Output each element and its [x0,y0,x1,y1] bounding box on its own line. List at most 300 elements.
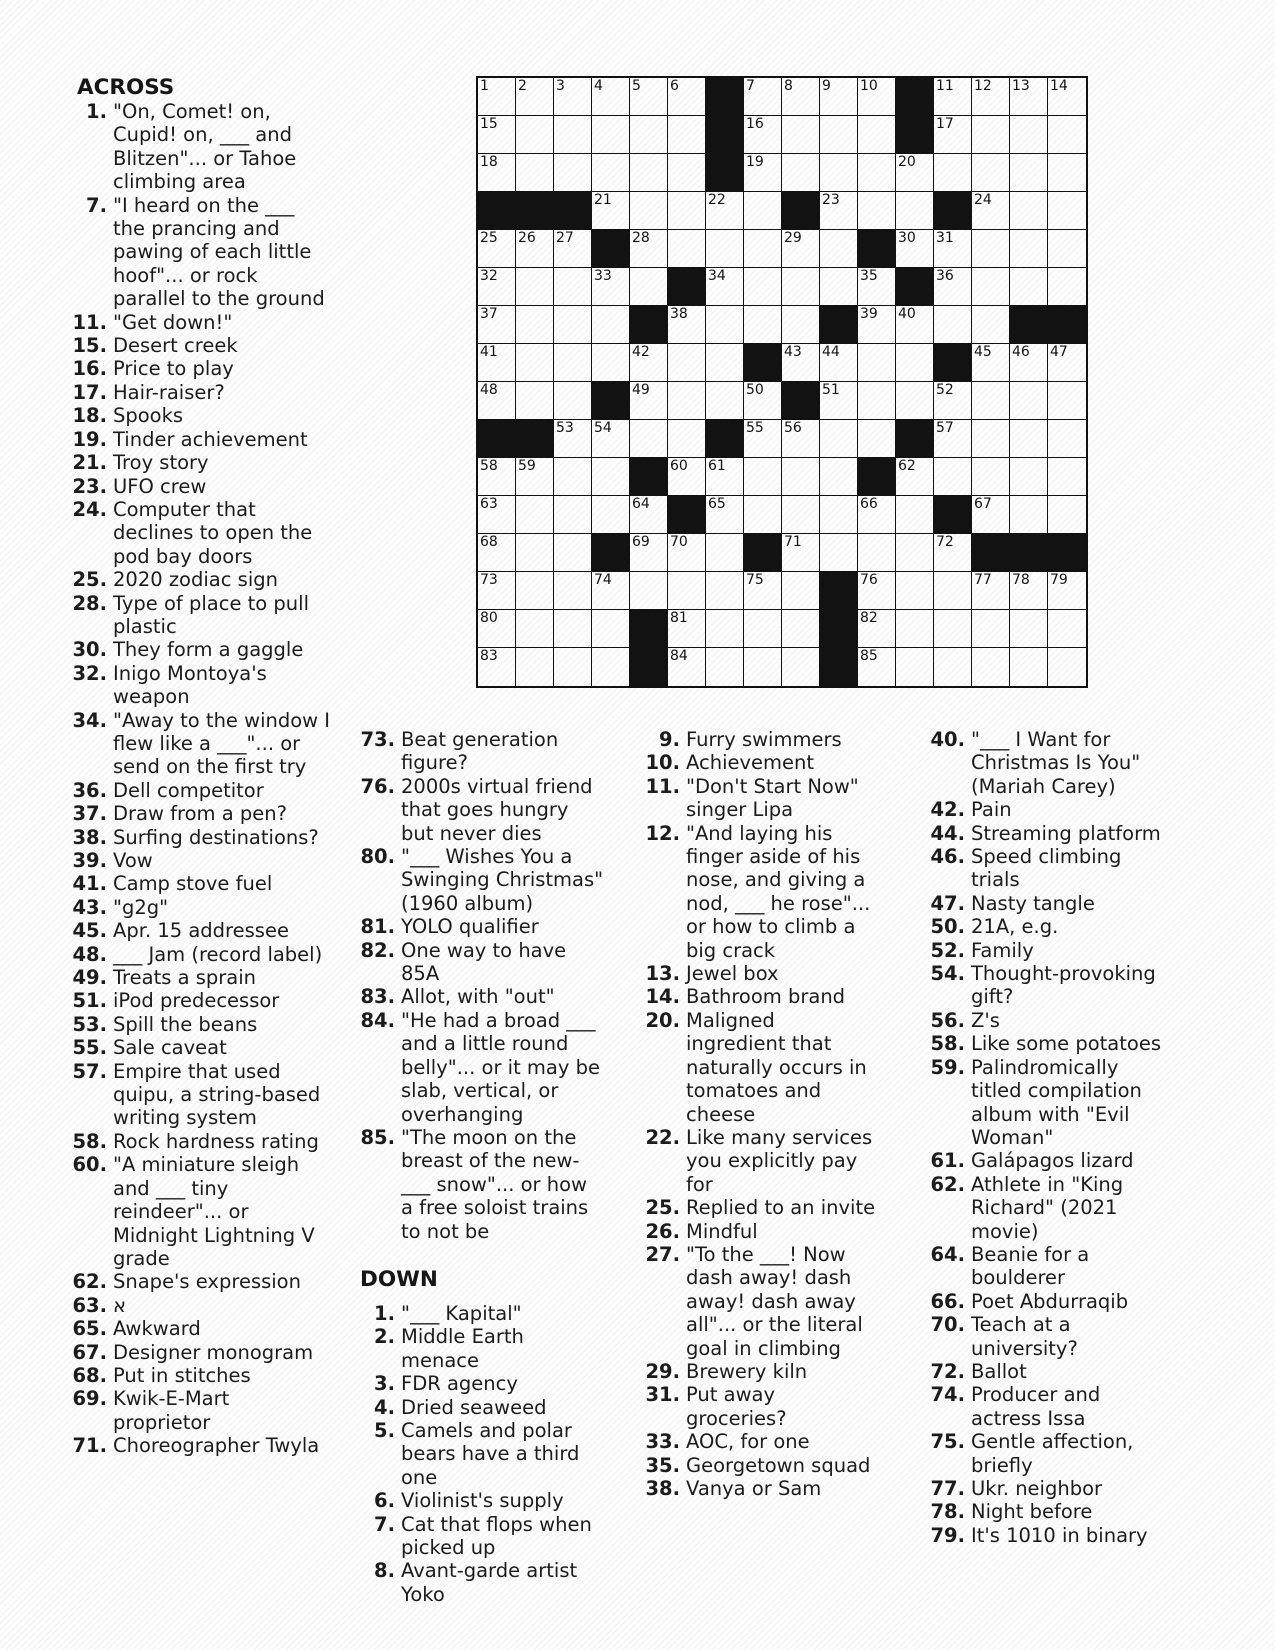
white-square[interactable] [516,534,554,572]
white-square[interactable] [1010,344,1048,382]
white-square[interactable] [858,268,896,306]
white-square[interactable] [858,420,896,458]
white-square[interactable] [972,382,1010,420]
white-square[interactable] [782,344,820,382]
white-square[interactable] [668,306,706,344]
white-square[interactable] [668,344,706,382]
white-square[interactable] [782,116,820,154]
clue-text: Tinder achievement [113,427,308,451]
white-square[interactable] [668,458,706,496]
white-square[interactable] [820,420,858,458]
white-square[interactable] [554,382,592,420]
white-square[interactable] [630,268,668,306]
white-square[interactable] [668,648,706,686]
clue-number: 62. [72,1270,107,1294]
white-square[interactable] [706,306,744,344]
white-square[interactable] [478,154,516,192]
white-square[interactable] [516,116,554,154]
white-square[interactable] [1048,192,1086,230]
white-square[interactable] [516,610,554,648]
white-square[interactable] [820,534,858,572]
white-square[interactable] [896,154,934,192]
white-square[interactable] [782,420,820,458]
white-square[interactable] [744,610,782,648]
clue-text: א [113,1293,127,1317]
white-square[interactable] [516,496,554,534]
white-square[interactable] [554,572,592,610]
white-square[interactable] [744,154,782,192]
white-square[interactable] [516,344,554,382]
white-square[interactable] [858,306,896,344]
clue-text: Surfing destinations? [113,825,319,849]
white-square[interactable] [896,458,934,496]
white-square[interactable] [630,496,668,534]
clue-text: It's 1010 in binary [971,1523,1148,1547]
white-square[interactable] [858,382,896,420]
white-square[interactable] [858,648,896,686]
clue-text: Ukr. neighbor [971,1477,1103,1500]
white-square[interactable] [592,116,630,154]
white-square[interactable] [744,572,782,610]
clue-text: Maligned ingredient that naturally occurs in tomatoes and cheese [686,1008,867,1126]
white-square[interactable] [782,572,820,610]
white-square[interactable] [592,78,630,116]
white-square[interactable] [972,572,1010,610]
clue-number: 31. [645,1383,680,1407]
white-square[interactable] [554,230,592,268]
white-square[interactable] [630,344,668,382]
cell-number: 58 [480,458,498,474]
cell-number: 68 [480,534,498,550]
white-square[interactable] [554,420,592,458]
white-square[interactable] [478,534,516,572]
white-square[interactable] [478,116,516,154]
clue-item [638,822,878,962]
clue-item [65,475,332,498]
white-square[interactable] [972,268,1010,306]
white-square[interactable] [706,192,744,230]
white-square[interactable] [706,534,744,572]
white-square[interactable] [1010,610,1048,648]
white-square[interactable] [592,458,630,496]
white-square[interactable] [554,648,592,686]
clue-text: Violinist's supply [401,1489,564,1513]
white-square[interactable] [668,116,706,154]
white-square[interactable] [972,116,1010,154]
clue-item [638,775,878,822]
white-square[interactable] [554,154,592,192]
white-square[interactable] [972,496,1010,534]
white-square[interactable] [782,534,820,572]
clue-number: 11. [72,310,107,334]
white-square[interactable] [668,78,706,116]
clue-number: 69. [72,1387,107,1411]
clue-item [65,966,332,989]
white-square[interactable] [820,192,858,230]
white-square[interactable] [1048,458,1086,496]
white-square[interactable] [820,78,858,116]
clue-number: 22. [645,1125,680,1149]
white-square[interactable] [972,420,1010,458]
white-square[interactable] [972,192,1010,230]
clue-text: Avant-garde artist Yoko [401,1559,578,1606]
white-square[interactable] [820,154,858,192]
white-square[interactable] [1010,572,1048,610]
clue-text: AOC, for one [686,1430,810,1454]
white-square[interactable] [592,268,630,306]
white-square[interactable] [592,306,630,344]
white-square[interactable] [630,534,668,572]
cell-number: 20 [898,154,916,170]
white-square[interactable] [516,648,554,686]
black-square [744,344,782,382]
clue-text: They form a gaggle [113,638,304,662]
white-square[interactable] [516,382,554,420]
white-square[interactable] [1048,496,1086,534]
white-square[interactable] [782,306,820,344]
white-square[interactable] [744,496,782,534]
white-square[interactable] [516,78,554,116]
white-square[interactable] [972,154,1010,192]
white-square[interactable] [1048,154,1086,192]
white-square[interactable] [1048,78,1086,116]
clue-number: 37. [72,802,107,826]
clue-item [65,1434,332,1457]
white-square[interactable] [1048,344,1086,382]
white-square[interactable] [592,572,630,610]
white-square[interactable] [820,230,858,268]
white-square[interactable] [1010,268,1048,306]
white-square[interactable] [592,496,630,534]
black-square [592,382,630,420]
white-square[interactable] [630,230,668,268]
white-square[interactable] [1010,420,1048,458]
clue-item [65,849,332,872]
cell-number: 18 [480,154,498,170]
white-square[interactable] [972,648,1010,686]
white-square[interactable] [592,610,630,648]
white-square[interactable] [668,382,706,420]
white-square[interactable] [592,344,630,382]
clue-item [638,1430,878,1453]
white-square[interactable] [934,154,972,192]
white-square[interactable] [934,306,972,344]
clue-text: "The moon on the breast of the new-___ snow"... or how a free soloist trains to not be [401,1125,589,1243]
black-square [858,458,896,496]
cell-number: 82 [860,610,878,626]
white-square[interactable] [706,610,744,648]
cell-number: 76 [860,572,878,588]
white-square[interactable] [630,116,668,154]
white-square[interactable] [782,458,820,496]
white-square[interactable] [820,344,858,382]
white-square[interactable] [782,154,820,192]
white-square[interactable] [820,268,858,306]
white-square[interactable] [934,610,972,648]
clue-item [353,845,605,915]
white-square[interactable] [972,344,1010,382]
white-square[interactable] [630,382,668,420]
clue-item [353,1489,605,1512]
white-square[interactable] [478,306,516,344]
cell-number: 48 [480,382,498,398]
cell-number: 17 [936,116,954,132]
white-square[interactable] [554,344,592,382]
white-square[interactable] [972,610,1010,648]
white-square[interactable] [896,344,934,382]
white-square[interactable] [478,572,516,610]
white-square[interactable] [478,648,516,686]
white-square[interactable] [706,458,744,496]
white-square[interactable] [782,268,820,306]
white-square[interactable] [1048,420,1086,458]
clue-text: FDR agency [401,1372,518,1396]
white-square[interactable] [972,458,1010,496]
white-square[interactable] [858,154,896,192]
clue-text: Snape's expression [113,1270,301,1294]
across-clue-list-1 [65,100,332,1458]
white-square[interactable] [554,496,592,534]
white-square[interactable] [706,382,744,420]
clue-number: 57. [72,1059,107,1083]
white-square[interactable] [668,420,706,458]
clue-number: 63. [72,1293,107,1317]
white-square[interactable] [896,230,934,268]
white-square[interactable] [858,116,896,154]
white-square[interactable] [1010,382,1048,420]
white-square[interactable] [820,458,858,496]
white-square[interactable] [782,496,820,534]
clue-text: "He had a broad ___ and a little round belly"... or it may be slab, vertical, or overhanging [401,1008,600,1126]
white-square[interactable] [668,230,706,268]
white-square[interactable] [1048,648,1086,686]
clue-number: 12. [645,821,680,845]
down-clue-list-3 [923,728,1165,1547]
black-square [934,344,972,382]
clue-text: Like some potatoes [971,1032,1161,1056]
black-square [554,192,592,230]
clue-number: 70. [930,1313,965,1337]
white-square[interactable] [478,496,516,534]
white-square[interactable] [934,534,972,572]
cell-number: 70 [670,534,688,550]
cell-number: 61 [708,458,726,474]
white-square[interactable] [706,344,744,382]
white-square[interactable] [744,420,782,458]
cell-number: 34 [708,268,726,284]
white-square[interactable] [1010,154,1048,192]
clue-item [65,428,332,451]
white-square[interactable] [858,78,896,116]
white-square[interactable] [592,648,630,686]
white-square[interactable] [896,572,934,610]
clue-text: Inigo Montoya's weapon [113,661,267,709]
white-square[interactable] [516,458,554,496]
white-square[interactable] [858,496,896,534]
white-square[interactable] [630,78,668,116]
white-square[interactable] [630,572,668,610]
white-square[interactable] [706,268,744,306]
black-square [820,648,858,686]
cell-number: 31 [936,230,954,246]
white-square[interactable] [1048,610,1086,648]
white-square[interactable] [782,610,820,648]
clue-item [65,498,332,568]
white-square[interactable] [820,116,858,154]
white-square[interactable] [744,306,782,344]
white-square[interactable] [1010,458,1048,496]
white-square[interactable] [1048,382,1086,420]
white-square[interactable] [1010,78,1048,116]
white-square[interactable] [592,154,630,192]
clue-item [638,1360,878,1383]
cell-number: 60 [670,458,688,474]
cell-number: 54 [594,420,612,436]
white-square[interactable] [478,610,516,648]
white-square[interactable] [744,268,782,306]
white-square[interactable] [478,268,516,306]
white-square[interactable] [516,268,554,306]
white-square[interactable] [858,344,896,382]
clue-item [923,939,1165,962]
white-square[interactable] [1048,268,1086,306]
clue-text: Achievement [686,751,815,775]
white-square[interactable] [934,572,972,610]
clue-text: Price to play [113,357,234,381]
white-square[interactable] [934,78,972,116]
clue-item [353,1396,605,1419]
white-square[interactable] [516,154,554,192]
white-square[interactable] [744,458,782,496]
black-square [820,610,858,648]
white-square[interactable] [782,230,820,268]
white-square[interactable] [516,306,554,344]
white-square[interactable] [858,192,896,230]
clue-item [65,1294,332,1317]
white-square[interactable] [896,306,934,344]
clue-item [65,451,332,474]
white-square[interactable] [668,572,706,610]
white-square[interactable] [934,420,972,458]
black-square [934,496,972,534]
white-square[interactable] [554,116,592,154]
white-square[interactable] [1048,230,1086,268]
clue-text: Troy story [113,451,209,475]
clue-item [638,1009,878,1126]
white-square[interactable] [478,458,516,496]
white-square[interactable] [896,382,934,420]
white-square[interactable] [706,230,744,268]
white-square[interactable] [478,230,516,268]
white-square[interactable] [934,382,972,420]
white-square[interactable] [782,78,820,116]
white-square[interactable] [858,534,896,572]
white-square[interactable] [592,192,630,230]
white-square[interactable] [1048,116,1086,154]
white-square[interactable] [706,496,744,534]
white-square[interactable] [744,192,782,230]
white-square[interactable] [972,78,1010,116]
white-square[interactable] [858,572,896,610]
white-square[interactable] [706,572,744,610]
white-square[interactable] [1010,192,1048,230]
clue-number: 28. [72,591,107,615]
white-square[interactable] [934,648,972,686]
white-square[interactable] [934,230,972,268]
white-square[interactable] [934,116,972,154]
white-square[interactable] [1048,572,1086,610]
white-square[interactable] [858,610,896,648]
cell-number: 4 [594,78,603,94]
white-square[interactable] [630,192,668,230]
white-square[interactable] [668,534,706,572]
white-square[interactable] [1010,496,1048,534]
white-square[interactable] [744,116,782,154]
white-square[interactable] [630,154,668,192]
white-square[interactable] [972,230,1010,268]
clue-number: 7. [374,1512,395,1536]
white-square[interactable] [630,420,668,458]
clue-item [65,100,332,194]
black-square [896,268,934,306]
white-square[interactable] [592,420,630,458]
white-square[interactable] [782,648,820,686]
white-square[interactable] [896,610,934,648]
white-square[interactable] [1010,648,1048,686]
white-square[interactable] [1010,230,1048,268]
clue-item [65,1036,332,1059]
white-square[interactable] [896,496,934,534]
white-square[interactable] [820,496,858,534]
white-square[interactable] [554,268,592,306]
white-square[interactable] [896,648,934,686]
white-square[interactable] [1010,116,1048,154]
white-square[interactable] [820,382,858,420]
clue-number: 76. [360,774,395,798]
clue-text: Beanie for a boulderer [971,1242,1090,1290]
white-square[interactable] [706,648,744,686]
white-square[interactable] [668,192,706,230]
white-square[interactable] [554,534,592,572]
clue-number: 66. [930,1289,965,1313]
white-square[interactable] [516,572,554,610]
white-square[interactable] [934,458,972,496]
clue-text: Mindful [686,1219,758,1243]
white-square[interactable] [478,344,516,382]
white-square[interactable] [554,610,592,648]
white-square[interactable] [478,78,516,116]
white-square[interactable] [668,154,706,192]
clue-text: Draw from a pen? [113,802,287,826]
white-square[interactable] [554,306,592,344]
white-square[interactable] [744,648,782,686]
white-square[interactable] [554,78,592,116]
clue-item [65,1364,332,1387]
white-square[interactable] [896,534,934,572]
white-square[interactable] [554,458,592,496]
cell-number: 3 [556,78,565,94]
white-square[interactable] [516,230,554,268]
white-square[interactable] [934,268,972,306]
white-square[interactable] [744,230,782,268]
white-square[interactable] [668,610,706,648]
clue-text: Streaming platform [971,821,1161,845]
white-square[interactable] [896,192,934,230]
white-square[interactable] [478,382,516,420]
white-square[interactable] [972,306,1010,344]
white-square[interactable] [744,382,782,420]
white-square[interactable] [744,78,782,116]
